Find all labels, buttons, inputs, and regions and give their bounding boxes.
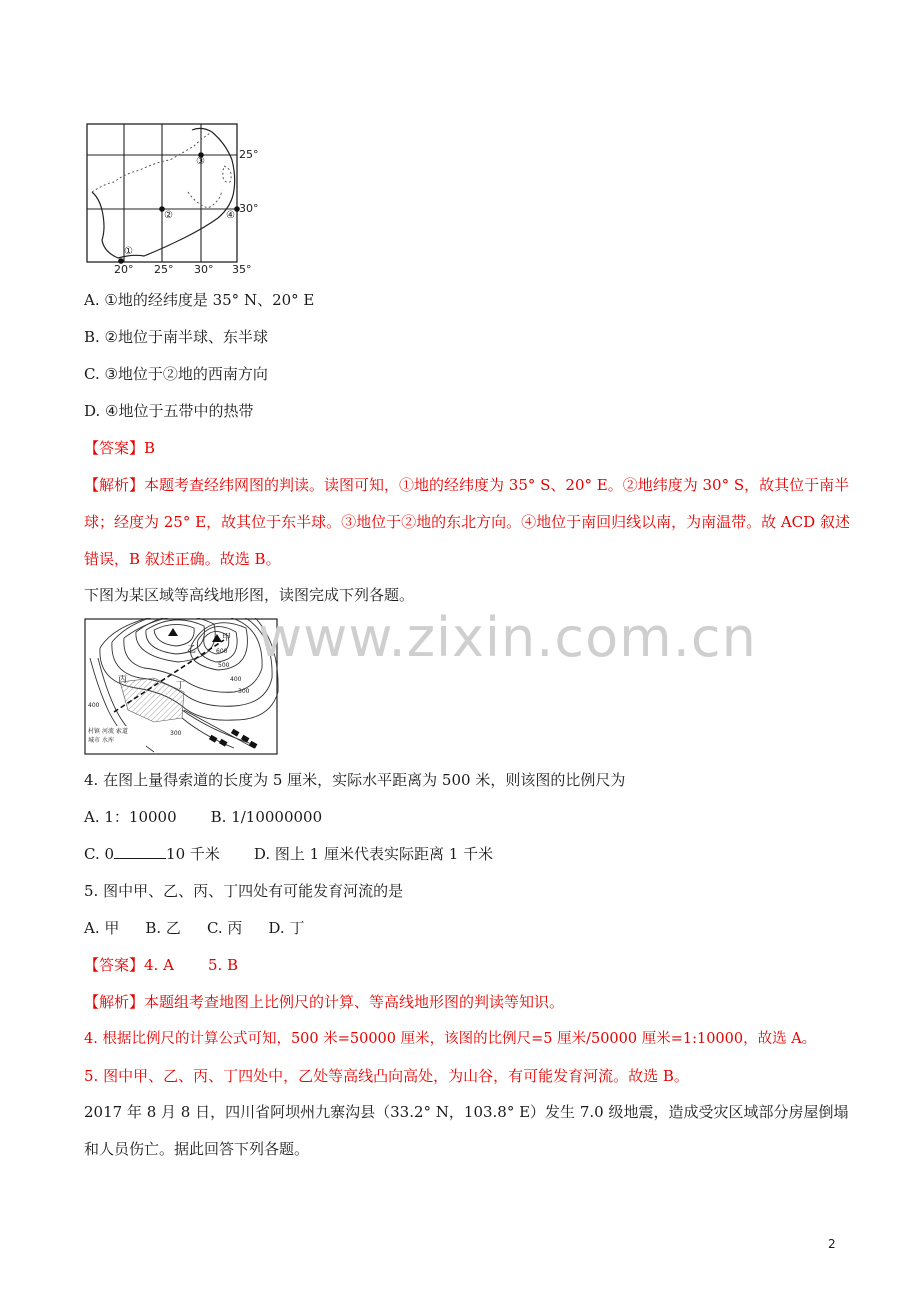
lat-label-25: 25° [239, 148, 259, 161]
q5-option-d: D. 丁 [268, 919, 305, 937]
intro-contour: 下图为某区域等高线地形图，读图完成下列各题。 [84, 586, 415, 604]
scale-bar-line [114, 844, 166, 859]
analysis-5: 5. 图中甲、乙、丙、丁四处中，乙处等高线凸向高处，为山谷，有可能发育河流。故选 B。 [84, 1067, 689, 1085]
q4-option-b: B. 1/10000000 [210, 808, 323, 826]
q5-option-b: B. 乙 [145, 919, 181, 937]
label-jia: 甲 [222, 633, 232, 643]
q4-option-c-end: 10 千米 [166, 845, 220, 863]
q4-option-a: A. 1：10000 [84, 808, 177, 826]
option-b: B. ②地位于南半球、东半球 [84, 328, 269, 346]
point-4-label: ④ [226, 210, 235, 221]
label-yi: 乙 [187, 645, 197, 655]
lon-label-20: 20° [114, 263, 134, 276]
contour-300-bottom: 300 [170, 730, 182, 737]
q4-option-c [84, 845, 220, 863]
q4-option-d: D. 图上 1 厘米代表实际距离 1 千米 [253, 845, 494, 863]
analysis-45 [84, 992, 564, 1012]
analysis-45-text: 本题组考查地图上比例尺的计算、等高线地形图的判读等知识。 [144, 993, 565, 1011]
lon-label-25: 25° [154, 263, 174, 276]
point-2-label: ② [164, 210, 173, 221]
watermark: www.zixin.com.cn [258, 606, 757, 669]
page-number: 2 [828, 1237, 836, 1251]
q5-option-a: A. 甲 [84, 919, 120, 937]
q4-options-cd [84, 844, 493, 864]
contour-600: 600 [216, 648, 228, 655]
contour-map [84, 618, 279, 756]
answer-4: 4. A [144, 956, 174, 974]
contour-400: 400 [230, 676, 242, 683]
lon-label-35: 35° [232, 263, 252, 276]
latlong-grid-map [84, 118, 274, 278]
answer-5: 5. B [207, 956, 239, 974]
contour-400-left: 400 [88, 702, 100, 709]
point-3-label: ③ [196, 156, 205, 167]
point-1-label: ① [124, 246, 133, 257]
lat-label-30: 30° [239, 202, 259, 215]
label-ding: 丁 [176, 681, 186, 691]
legend-row-2 [88, 736, 128, 745]
q5-stem: 5. 图中甲、乙、丙、丁四处有可能发育河流的是 [84, 882, 404, 900]
answer-45-label: 【答案】 [84, 956, 145, 974]
analysis-4: 4. 根据比例尺的计算公式可知，500 米=50000 厘米，该图的比例尺=5 厘米/50000 厘米=1:10000，故选 A。 [84, 1031, 817, 1047]
q4-stem: 4. 在图上量得索道的长度为 5 厘米，实际水平距离为 500 米，则该图的比例尺为 [84, 771, 626, 789]
q5-option-c: C. 丙 [206, 919, 243, 937]
legend-reservoir: 水库 [101, 737, 114, 744]
latlong-grid-svg [84, 118, 274, 278]
lon-label-30: 30° [194, 263, 214, 276]
analysis-prev [84, 467, 854, 578]
option-d: D. ④地位于五带中的热带 [84, 402, 254, 420]
answer-prev: 【答案】B [84, 439, 156, 457]
q4-option-c-start: C. 0 [84, 845, 115, 863]
option-c: C. ③地位于②地的西南方向 [84, 365, 268, 383]
q4-options-ab [84, 807, 322, 827]
option-a: A. ①地的经纬度是 35° N、20° E [84, 291, 315, 309]
legend-row-1 [88, 727, 128, 736]
analysis-text: 本题考查经纬网图的判读。读图可知，①地的经纬度为 35° S、20° E。②地纬度为 30° S，故其位于南半球；经度为 25° E，故其位于东半球。③地位于②地的东北方向。④地位于南回归线以南，为南温带。故 ACD 叙述错误，B 叙述正确。故选 B。 [84, 476, 850, 568]
label-bing: 丙 [118, 675, 128, 685]
analysis-45-label: 【解析】 [84, 993, 145, 1011]
contour-300: 300 [238, 688, 250, 695]
legend-city: 城市 [88, 737, 101, 744]
legend-river: 河流 [101, 728, 114, 735]
answer-45 [84, 955, 238, 975]
analysis-label: 【解析】 [84, 476, 145, 494]
map-legend [88, 727, 128, 745]
contour-500: 500 [218, 662, 230, 669]
legend-town: 村镇 [88, 728, 101, 735]
q5-options [84, 918, 304, 938]
legend-cableway: 索道 [115, 728, 128, 735]
intro-earthquake: 2017 年 8 月 8 日，四川省阿坝州九寨沟县（33.2° N，103.8° E）发生 7.0 级地震，造成受灾区域部分房屋倒塌和人员伤亡。据此回答下列各题。 [84, 1103, 849, 1158]
